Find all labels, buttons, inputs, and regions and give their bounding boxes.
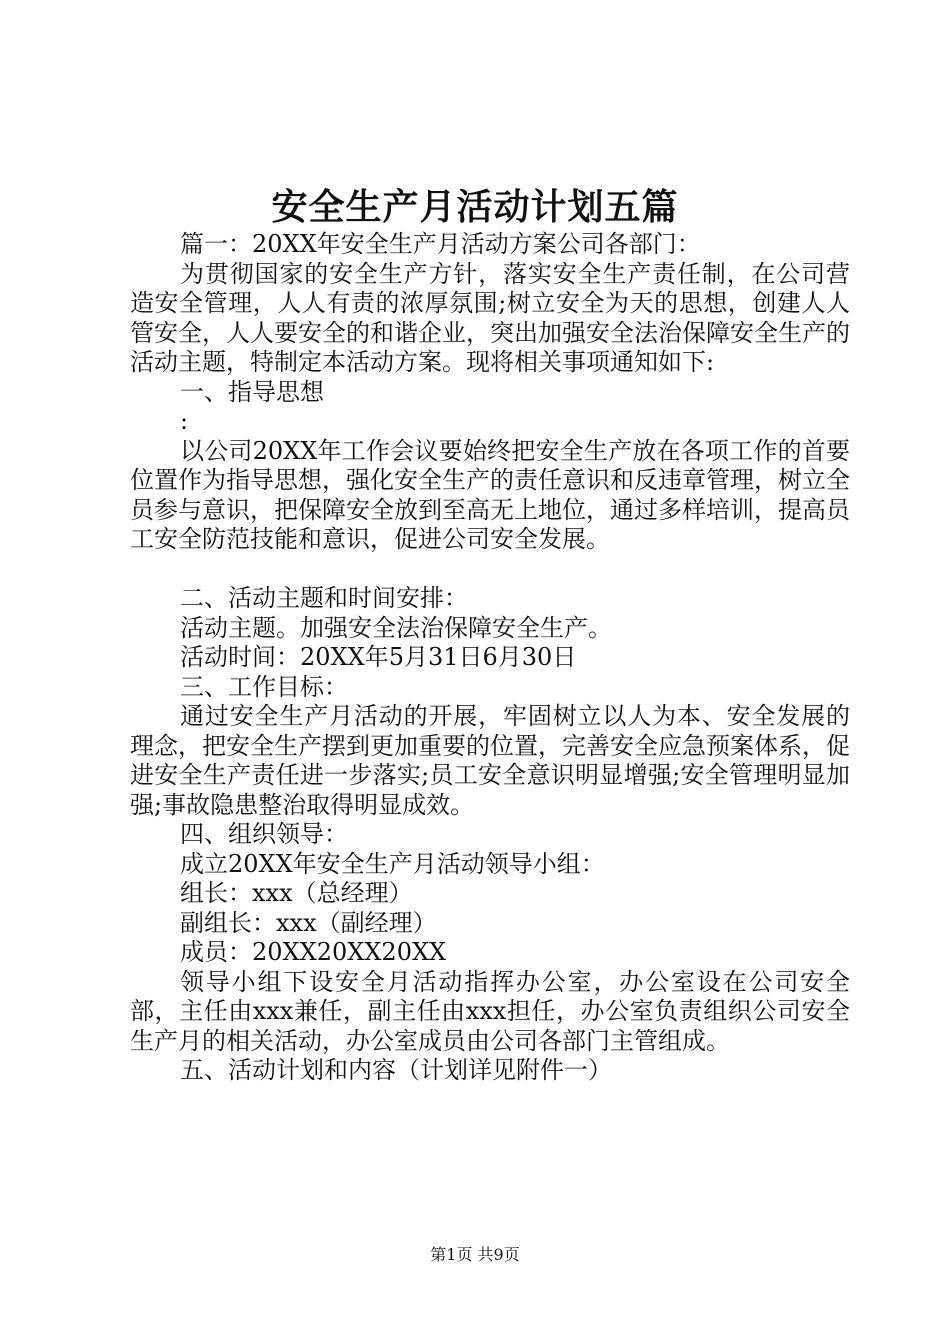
paragraph-intro: 篇一：20XX年安全生产月活动方案公司各部门： [180,230,701,258]
document-title: 安全生产月活动计划五篇 [271,186,679,228]
section-heading-plan: 五、活动计划和内容（计划详见附件一） [180,1056,612,1084]
paragraph-office: 领导小组下设安全月活动指挥办公室，办公室设在公司安全部，主任由xxx兼任，副主任由xxx担任，办公室负责组织公司安全生产月的相关活动，办公室成员由公司各部门主管组成。 [130,967,850,1055]
section-heading-guiding-thought: 一、指导思想 [180,377,324,406]
section-heading-theme-schedule: 二、活动主题和时间安排： [180,584,468,612]
page-footer: 第1页 共9页 [430,1245,520,1264]
paragraph-members: 成员：20XX20XX20XX [180,938,447,966]
paragraph-activity-theme: 活动主题。加强安全法治保障安全生产。 [180,613,612,642]
paragraph-leadership-group: 成立20XX年安全生产月活动领导小组： [180,849,605,878]
paragraph-group-leader: 组长：xxx（总经理） [180,879,413,907]
paragraph-guiding-thought: 以公司20XX年工作会议要始终把安全生产放在各项工作的首要位置作为指导思想，强化安全生产的责任意识和反违章管理，树立全员参与意识，把保障安全放到至高无上地位，通过多样培训，提高员工安全防范技能和意识，促进公司安全发展。 [130,436,850,553]
paragraph-purpose: 为贯彻国家的安全生产方针，落实安全生产责任制，在公司营造安全管理，人人有责的浓厚氛围;树立安全为天的思想，创建人人管安全，人人要安全的和谐企业，突出加强安全法治保障安全生产的活动主题，特制定本活动方案。现将相关事项通知如下: [130,259,850,376]
paragraph-goals: 通过安全生产月活动的开展，牢固树立以人为本、安全发展的理念，把安全生产摆到更加重要的位置，完善安全应急预案体系，促进安全生产责任进一步落实;员工安全意识明显增强;安全管理明显加强;事故隐患整治取得明显成效。 [130,702,850,819]
paragraph-colon: : [180,407,189,435]
document-body [130,230,850,1086]
section-heading-goals: 三、工作目标： [180,672,348,701]
paragraph-deputy-leader: 副组长：xxx（副经理） [180,908,437,937]
paragraph-activity-time: 活动时间：20XX年5月31日6月30日 [180,643,577,671]
blank-line [130,555,850,585]
section-heading-leadership: 四、组织领导： [180,820,348,848]
